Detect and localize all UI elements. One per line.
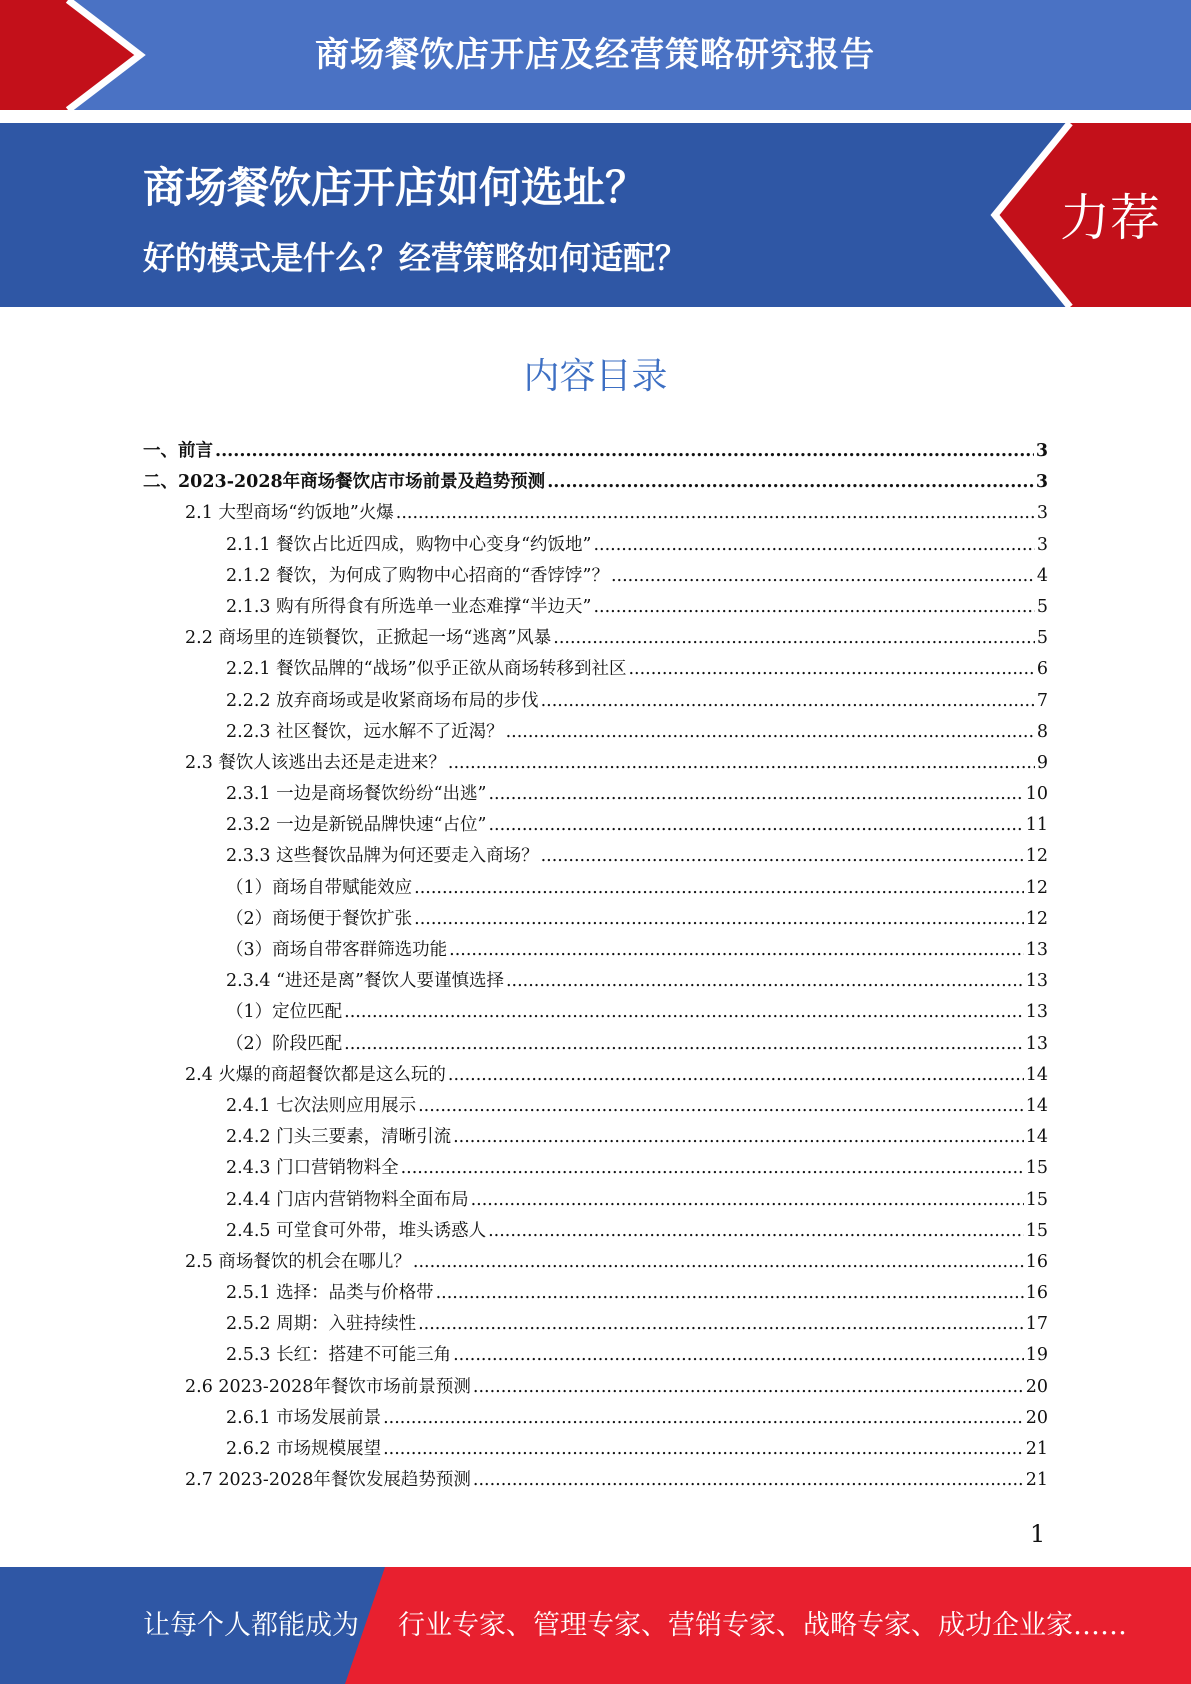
- toc-entry-page: 12: [1025, 846, 1048, 867]
- footer-slogan-right: 行业专家、管理专家、营销专家、战略专家、成功企业家……: [398, 1610, 1127, 1641]
- toc-entry-title: 2.1.3 购有所得食有所选单一业态难撑“半边天”: [226, 596, 592, 617]
- toc-entry-title: 2.5 商场餐饮的机会在哪儿？: [185, 1251, 411, 1272]
- toc-entry[interactable]: [143, 1435, 1048, 1466]
- toc-entry-page: 4: [1036, 565, 1048, 586]
- toc-entry-title: 2.4.2 门头三要素，清晰引流: [226, 1127, 452, 1148]
- toc-entry-page: 13: [1025, 971, 1048, 992]
- toc-dot-leader: [413, 1252, 1024, 1272]
- toc-dot-leader: [553, 628, 1035, 648]
- toc-entry[interactable]: [143, 1341, 1048, 1372]
- toc-entry-title: 2.6.2 市场规模展望: [226, 1439, 382, 1459]
- toc-entry[interactable]: [143, 655, 1048, 686]
- toc-dot-leader: [547, 472, 1034, 492]
- toc-dot-leader: [453, 1127, 1024, 1147]
- toc-entry-title: 2.2 商场里的连锁餐饮，正掀起一场“逃离”风暴: [185, 628, 552, 649]
- toc-entry-page: 19: [1025, 1345, 1048, 1366]
- toc-entry-title: 2.6.1 市场发展前景: [226, 1407, 382, 1428]
- toc-dot-leader: [488, 815, 1023, 835]
- toc-entry[interactable]: [143, 905, 1048, 936]
- toc-entry[interactable]: [143, 624, 1048, 655]
- toc-dot-leader: [414, 909, 1024, 929]
- hero-title: 商场餐饮店开店如何选址？: [143, 163, 648, 212]
- toc-entry[interactable]: [143, 1404, 1048, 1435]
- toc-entry[interactable]: [143, 874, 1048, 905]
- toc-entry-title: （1）商场自带赋能效应: [226, 877, 413, 898]
- toc-entry-title: 2.1 大型商场“约饭地”火爆: [185, 503, 394, 524]
- toc-entry-title: 2.7 2023-2028年餐饮发展趋势预测: [185, 1470, 471, 1491]
- toc-dot-leader: [593, 597, 1034, 617]
- toc-entry[interactable]: [143, 1279, 1048, 1310]
- toc-entry-page: 7: [1036, 690, 1048, 711]
- toc-heading: 内容目录: [523, 356, 668, 397]
- toc-dot-leader: [488, 1221, 1024, 1241]
- toc-entry-page: 13: [1025, 940, 1048, 960]
- toc-entry-title: 2.2.2 放弃商场或是收紧商场布局的步伐: [226, 690, 539, 711]
- toc-entry-page: 15: [1025, 1220, 1048, 1241]
- toc-dot-leader: [401, 1158, 1024, 1178]
- toc-entry-page: 8: [1036, 721, 1048, 742]
- toc-dot-leader: [506, 722, 1035, 742]
- toc-dot-leader: [215, 441, 1034, 461]
- page-number: 1: [1030, 1520, 1046, 1548]
- toc-entry-page: 3: [1035, 441, 1048, 461]
- toc-entry-title: （3）商场自带客群筛选功能: [226, 940, 448, 960]
- toc-dot-leader: [344, 1034, 1024, 1054]
- toc-dot-leader: [448, 753, 1035, 773]
- toc-entry-page: 10: [1025, 784, 1048, 805]
- toc-dot-leader: [383, 1408, 1024, 1428]
- toc-entry-page: 14: [1025, 1064, 1048, 1085]
- toc-entry-page: 13: [1025, 1002, 1048, 1023]
- toc-entry[interactable]: [143, 780, 1048, 811]
- badge-label: 力荐: [1060, 189, 1160, 247]
- toc-entry-page: 5: [1036, 628, 1048, 649]
- toc-dot-leader: [383, 1439, 1024, 1459]
- toc-entry-page: 15: [1025, 1158, 1048, 1179]
- toc-entry-page: 5: [1036, 596, 1048, 617]
- toc-entry[interactable]: [143, 967, 1048, 998]
- toc-entry-page: 15: [1025, 1189, 1048, 1210]
- toc-entry[interactable]: [143, 1030, 1048, 1061]
- toc-entry[interactable]: [143, 1092, 1048, 1123]
- toc-entry[interactable]: [143, 531, 1048, 562]
- table-of-contents: [143, 437, 1048, 1497]
- toc-entry[interactable]: [143, 1466, 1048, 1497]
- toc-entry-title: 2.4 火爆的商超餐饮都是这么玩的: [185, 1064, 446, 1085]
- toc-entry-page: 21: [1025, 1470, 1048, 1491]
- toc-dot-leader: [418, 1314, 1024, 1334]
- toc-entry[interactable]: [143, 1186, 1048, 1217]
- toc-entry[interactable]: [143, 499, 1048, 530]
- toc-entry-title: 2.5.2 周期：入驻持续性: [226, 1314, 417, 1335]
- toc-entry[interactable]: [143, 1123, 1048, 1154]
- toc-entry-title: 一、前言: [143, 441, 213, 461]
- toc-entry-page: 3: [1036, 534, 1048, 555]
- toc-dot-leader: [448, 1065, 1024, 1085]
- toc-entry-page: 14: [1025, 1127, 1048, 1148]
- toc-entry-title: 2.3.3 这些餐饮品牌为何还要走入商场？: [226, 846, 539, 867]
- toc-entry[interactable]: [143, 998, 1048, 1029]
- toc-entry[interactable]: [143, 562, 1048, 593]
- toc-entry-title: 2.3.4 “进还是离”餐饮人要谨慎选择: [226, 971, 504, 992]
- toc-dot-leader: [541, 691, 1035, 711]
- toc-dot-leader: [449, 940, 1024, 960]
- toc-entry-page: 16: [1025, 1283, 1048, 1304]
- footer-slogan-left: 让每个人都能成为: [143, 1610, 359, 1641]
- toc-dot-leader: [506, 971, 1024, 991]
- toc-entry-page: 21: [1025, 1439, 1048, 1459]
- toc-entry-page: 11: [1025, 815, 1048, 836]
- toc-entry-title: 2.2.3 社区餐饮，远水解不了近渴？: [226, 721, 504, 742]
- toc-dot-leader: [541, 846, 1024, 866]
- toc-entry[interactable]: [143, 1061, 1048, 1092]
- toc-entry[interactable]: [143, 718, 1048, 749]
- toc-dot-leader: [611, 566, 1035, 586]
- toc-entry[interactable]: [143, 593, 1048, 624]
- toc-entry-title: （1）定位匹配: [226, 1002, 343, 1023]
- toc-entry-page: 20: [1025, 1376, 1048, 1397]
- toc-entry-page: 9: [1036, 752, 1048, 773]
- toc-entry[interactable]: [143, 1248, 1048, 1279]
- toc-entry-page: 12: [1025, 877, 1048, 898]
- toc-entry[interactable]: [143, 842, 1048, 873]
- toc-entry-page: 17: [1025, 1314, 1048, 1335]
- toc-entry-title: 2.3.1 一边是商场餐饮纷纷“出逃”: [226, 784, 487, 805]
- toc-entry-title: 2.4.3 门口营销物料全: [226, 1158, 399, 1179]
- footer-banner: [0, 1567, 1191, 1684]
- toc-entry-title: 2.4.5 可堂食可外带，堆头诱惑人: [226, 1220, 487, 1241]
- toc-entry-title: 2.4.4 门店内营销物料全面布局: [226, 1189, 469, 1210]
- toc-dot-leader: [453, 1345, 1024, 1365]
- toc-dot-leader: [344, 1002, 1024, 1022]
- report-title: 商场餐饮店开店及经营策略研究报告: [315, 35, 875, 75]
- toc-entry-title: （2）商场便于餐饮扩张: [226, 908, 413, 929]
- toc-entry-title: 2.6 2023-2028年餐饮市场前景预测: [185, 1376, 471, 1397]
- toc-dot-leader: [418, 1096, 1024, 1116]
- toc-entry[interactable]: [143, 437, 1048, 468]
- toc-entry[interactable]: [143, 1310, 1048, 1341]
- toc-entry-page: 13: [1025, 1033, 1048, 1054]
- toc-dot-leader: [628, 659, 1034, 679]
- toc-entry-title: （2）阶段匹配: [226, 1033, 343, 1054]
- toc-entry-title: 2.5.3 长红：搭建不可能三角: [226, 1345, 452, 1366]
- toc-entry-page: 14: [1025, 1095, 1048, 1116]
- toc-entry[interactable]: [143, 811, 1048, 842]
- toc-entry[interactable]: [143, 468, 1048, 499]
- toc-dot-leader: [473, 1377, 1024, 1397]
- top-banner-red-arrow: [0, 0, 160, 110]
- toc-dot-leader: [471, 1190, 1024, 1210]
- toc-entry[interactable]: [143, 1154, 1048, 1185]
- toc-entry-title: 2.1.2 餐饮，为何成了购物中心招商的“香饽饽”？: [226, 565, 609, 586]
- toc-entry-page: 3: [1035, 472, 1048, 493]
- hero-red-badge: [0, 123, 1191, 307]
- hero-banner: [0, 123, 1191, 307]
- toc-entry-page: 16: [1025, 1251, 1048, 1272]
- toc-dot-leader: [396, 503, 1035, 523]
- toc-dot-leader: [414, 878, 1024, 898]
- toc-entry[interactable]: [143, 687, 1048, 718]
- top-banner: [0, 0, 1191, 110]
- toc-entry[interactable]: [143, 1373, 1048, 1404]
- toc-entry-title: 二、2023-2028年商场餐饮店市场前景及趋势预测: [143, 472, 546, 493]
- toc-entry-title: 2.3 餐饮人该逃出去还是走进来？: [185, 752, 446, 773]
- toc-entry[interactable]: [143, 936, 1048, 967]
- toc-dot-leader: [488, 784, 1023, 804]
- toc-entry-page: 3: [1036, 503, 1048, 524]
- toc-entry-page: 6: [1036, 659, 1048, 680]
- toc-entry-title: 2.3.2 一边是新锐品牌快速“占位”: [226, 815, 487, 836]
- hero-subtitle: 好的模式是什么？经营策略如何适配？: [143, 239, 688, 277]
- toc-entry-title: 2.1.1 餐饮占比近四成，购物中心变身“约饭地”: [226, 534, 592, 555]
- toc-dot-leader: [436, 1283, 1024, 1303]
- toc-entry-title: 2.5.1 选择：品类与价格带: [226, 1283, 434, 1304]
- toc-entry-page: 12: [1025, 908, 1048, 929]
- toc-entry-title: 2.4.1 七次法则应用展示: [226, 1095, 417, 1116]
- toc-entry-page: 20: [1025, 1407, 1048, 1428]
- toc-entry[interactable]: [143, 749, 1048, 780]
- toc-entry-title: 2.2.1 餐饮品牌的“战场”似乎正欲从商场转移到社区: [226, 659, 627, 680]
- toc-entry[interactable]: [143, 1217, 1048, 1248]
- toc-dot-leader: [593, 535, 1034, 555]
- toc-dot-leader: [473, 1470, 1024, 1490]
